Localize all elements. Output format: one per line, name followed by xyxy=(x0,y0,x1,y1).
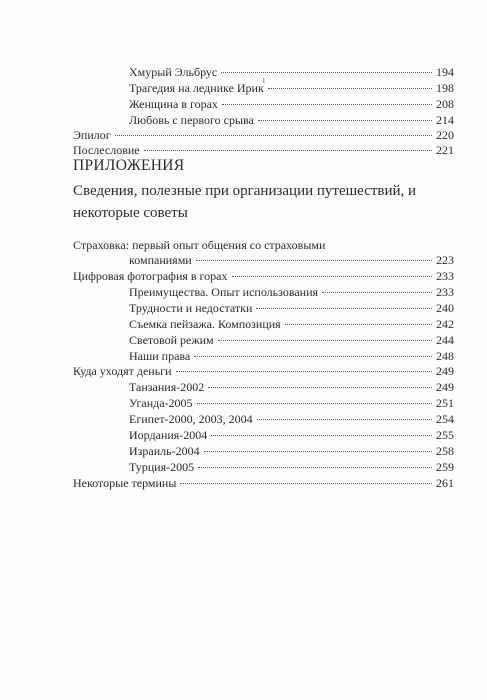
stray-mark: 1 xyxy=(262,77,266,85)
toc-entry-title: Уганда-2005 xyxy=(129,396,193,410)
leader-dots xyxy=(115,135,432,136)
toc-entry-title: Трагедия на леднике Ирик xyxy=(129,81,264,95)
toc-entry-page: 261 xyxy=(436,476,454,490)
toc-entry-title: Трудности и недостатки xyxy=(129,301,253,315)
toc-entry-title: Эпилог xyxy=(73,128,111,142)
toc-entry xyxy=(129,444,454,458)
leader-dots xyxy=(258,120,432,121)
toc-entry xyxy=(129,412,454,426)
leader-dots xyxy=(218,340,432,341)
leader-dots xyxy=(194,356,432,357)
toc-entry xyxy=(129,81,454,95)
toc-entry-title: Цифровая фотография в горах xyxy=(73,269,228,283)
leader-dots xyxy=(204,451,432,452)
leader-dots xyxy=(232,276,433,277)
toc-entry xyxy=(129,349,454,363)
toc-entry-title: Световой режим xyxy=(129,333,214,347)
toc-entry xyxy=(129,317,454,331)
toc-entry-title: Куда уходят деньги xyxy=(73,364,172,378)
toc-entry xyxy=(73,128,454,142)
toc-entry-title: Съемка пейзажа. Композиция xyxy=(129,317,281,331)
toc-entry-page: 240 xyxy=(436,301,454,315)
leader-dots xyxy=(221,72,432,73)
toc-entry xyxy=(73,364,454,378)
leader-dots xyxy=(180,483,432,484)
toc-entry-title: Послесловие xyxy=(73,143,140,157)
leader-dots xyxy=(257,419,432,420)
toc-entry xyxy=(129,97,454,111)
toc-entry xyxy=(129,301,454,315)
toc-entry-page: 208 xyxy=(436,97,454,111)
toc-entry xyxy=(129,460,454,474)
toc-entry-page: 244 xyxy=(436,333,454,347)
toc-entry-page: 249 xyxy=(436,364,454,378)
toc-entry-page: 221 xyxy=(436,143,454,157)
toc-entry-page: 233 xyxy=(436,285,454,299)
toc-entry xyxy=(73,269,454,283)
leader-dots xyxy=(198,467,432,468)
toc-entry-title-line2: компаниями xyxy=(129,253,192,267)
toc-entry xyxy=(73,476,454,490)
toc-entry-title: Египет-2000, 2003, 2004 xyxy=(129,412,253,426)
toc-entry-page: 248 xyxy=(436,349,454,363)
toc-entry-title: Преимущества. Опыт использования xyxy=(129,285,319,299)
leader-dots xyxy=(322,292,432,293)
leader-dots xyxy=(197,403,432,404)
toc-entry-title: Некоторые термины xyxy=(73,476,177,490)
leader-dots xyxy=(268,88,432,89)
toc-entry-title: Иордания-2004 xyxy=(129,428,208,442)
leader-dots xyxy=(196,260,432,261)
leader-dots xyxy=(144,150,432,151)
toc-entry-page: 233 xyxy=(436,269,454,283)
toc-entry-title: Израиль-2004 xyxy=(129,444,200,458)
leader-dots xyxy=(285,324,432,325)
toc-entry-title: Любовь с первого срыва xyxy=(129,113,254,127)
leader-dots xyxy=(256,308,432,309)
leader-dots xyxy=(211,435,432,436)
toc-entry-title: Хмурый Эльбрус xyxy=(129,65,218,79)
toc-entry-page: 220 xyxy=(436,128,454,142)
toc-entry xyxy=(129,333,454,347)
toc-entry-title: Турция-2005 xyxy=(129,460,195,474)
toc-entry xyxy=(129,285,454,299)
toc-entry-page: 198 xyxy=(436,81,454,95)
toc-entry-title: Женщина в горах xyxy=(129,97,218,111)
toc-entry xyxy=(129,428,454,442)
leader-dots xyxy=(176,371,432,372)
toc-entry-page: 255 xyxy=(436,428,454,442)
leader-dots xyxy=(222,104,432,105)
toc-entry xyxy=(129,113,454,127)
toc-entry-page: 254 xyxy=(436,412,454,426)
toc-entry-title: Танзания-2002 xyxy=(129,380,205,394)
toc-entry-page: 259 xyxy=(436,460,454,474)
toc-entry-page: 194 xyxy=(436,65,454,79)
toc-entry-page: 258 xyxy=(436,444,454,458)
toc-entry xyxy=(129,380,454,394)
leader-dots xyxy=(208,387,432,388)
toc-entry xyxy=(129,253,454,267)
section-heading: ПРИЛОЖЕНИЯ xyxy=(73,157,185,174)
toc-entry-page: 249 xyxy=(436,380,454,394)
toc-entry xyxy=(73,143,454,157)
toc-entry-page: 251 xyxy=(436,396,454,410)
toc-entry xyxy=(129,65,454,79)
toc-entry-title-line1: Страховка: первый опыт общения со страховыми xyxy=(73,238,326,252)
toc-entry-page: 223 xyxy=(436,253,454,267)
toc-entry-page: 214 xyxy=(436,113,454,127)
toc-entry xyxy=(129,396,454,410)
toc-entry-page: 242 xyxy=(436,317,454,331)
toc-entry-title: Наши права xyxy=(129,349,191,363)
section-subtitle: Сведения, полезные при организации путешествий, и некоторые советы xyxy=(73,183,417,221)
